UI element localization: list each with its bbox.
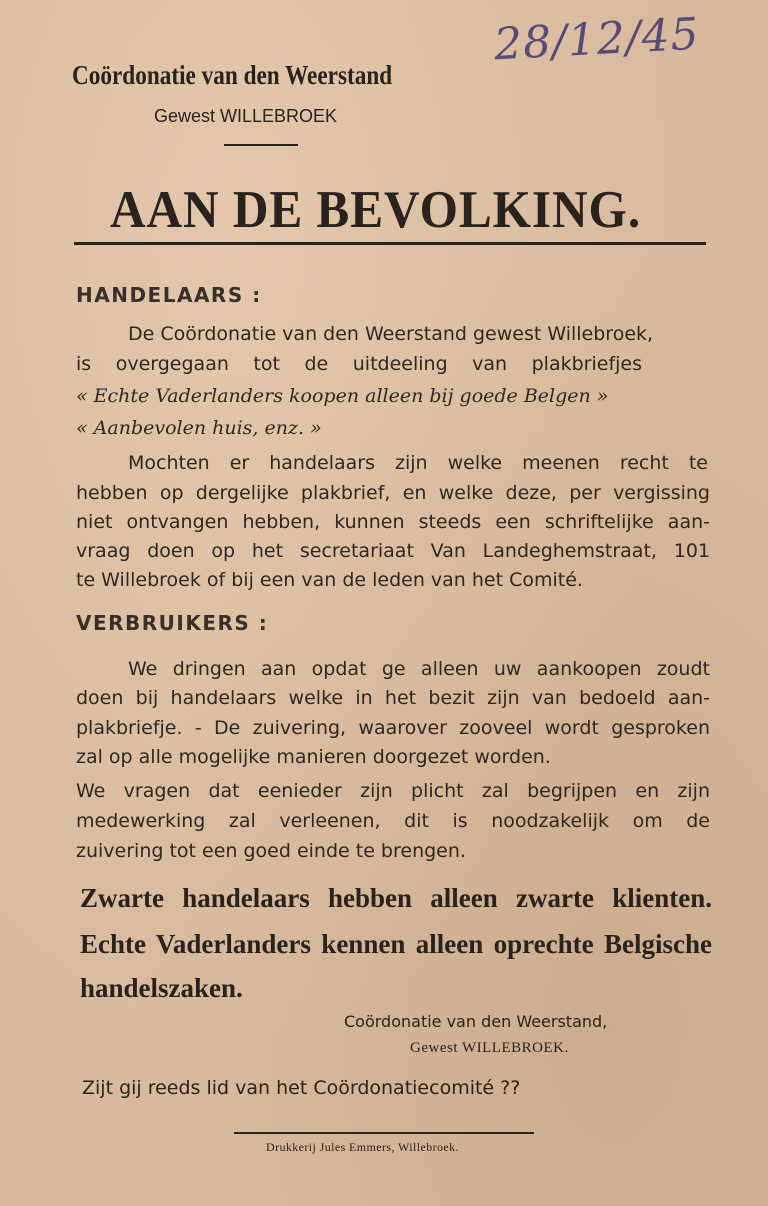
- page-title: AAN DE BEVOLKING.: [110, 181, 642, 239]
- region-name: Gewest WILLEBROEK: [154, 106, 338, 126]
- consumers-line: We vragen dat eenieder zijn plicht zal begrijpen en zijn: [76, 780, 710, 802]
- merchants-line: is overgegaan tot de uitdeeling van plakbriefjes: [76, 353, 642, 375]
- merchants-line: « Echte Vaderlanders koopen alleen bij goede Belgen »: [76, 385, 609, 407]
- consumers-line: medewerking zal verleenen, dit is noodzakelijk om de: [76, 810, 710, 832]
- header-divider: [224, 144, 298, 146]
- merchants-heading: HANDELAARS :: [76, 283, 262, 307]
- footer-divider: [234, 1132, 534, 1134]
- membership-question: Zijt gij reeds lid van het Coördonatiecomité ??: [82, 1077, 521, 1099]
- merchants-line: « Aanbevolen huis, enz. »: [76, 417, 322, 439]
- handwritten-date: 28/12/45: [492, 8, 701, 71]
- consumers-line: zal op alle mogelijke manieren doorgezet worden.: [76, 746, 551, 768]
- consumers-line: plakbriefje. - De zuivering, waarover zooveel wordt gesproken: [76, 717, 710, 739]
- merchants-line: te Willebroek of bij een van de leden van het Comité.: [76, 569, 583, 591]
- signature-organization: Coördonatie van den Weerstand,: [344, 1012, 608, 1031]
- title-underline: [74, 242, 706, 245]
- merchants-line: De Coördonatie van den Weerstand gewest Willebroek,: [128, 323, 654, 345]
- consumers-line: doen bij handelaars welke in het bezit zijn van bedoeld aan-: [76, 687, 710, 709]
- slogan-line: Echte Vaderlanders kennen alleen oprechte Belgische: [80, 929, 712, 959]
- slogan-line: Zwarte handelaars hebben alleen zwarte klienten.: [80, 883, 712, 913]
- organization-name: Coördonatie van den Weerstand: [72, 60, 393, 90]
- slogan-line: handelszaken.: [80, 973, 243, 1003]
- consumers-heading: VERBRUIKERS :: [76, 611, 269, 635]
- printer-credit: Drukkerij Jules Emmers, Willebroek.: [266, 1140, 459, 1154]
- merchants-line: hebben op dergelijke plakbrief, en welke deze, per vergissing: [76, 482, 710, 504]
- consumers-line: zuivering tot een goed einde te brengen.: [76, 840, 466, 862]
- consumers-line: We dringen aan opdat ge alleen uw aankoopen zoudt: [128, 658, 710, 680]
- merchants-line: Mochten er handelaars zijn welke meenen recht te: [128, 452, 708, 474]
- merchants-line: vraag doen op het secretariaat Van Landeghemstraat, 101: [76, 540, 710, 562]
- signature-region: Gewest WILLEBROEK.: [410, 1040, 569, 1056]
- merchants-line: niet ontvangen hebben, kunnen steeds een schriftelijke aan-: [76, 511, 710, 533]
